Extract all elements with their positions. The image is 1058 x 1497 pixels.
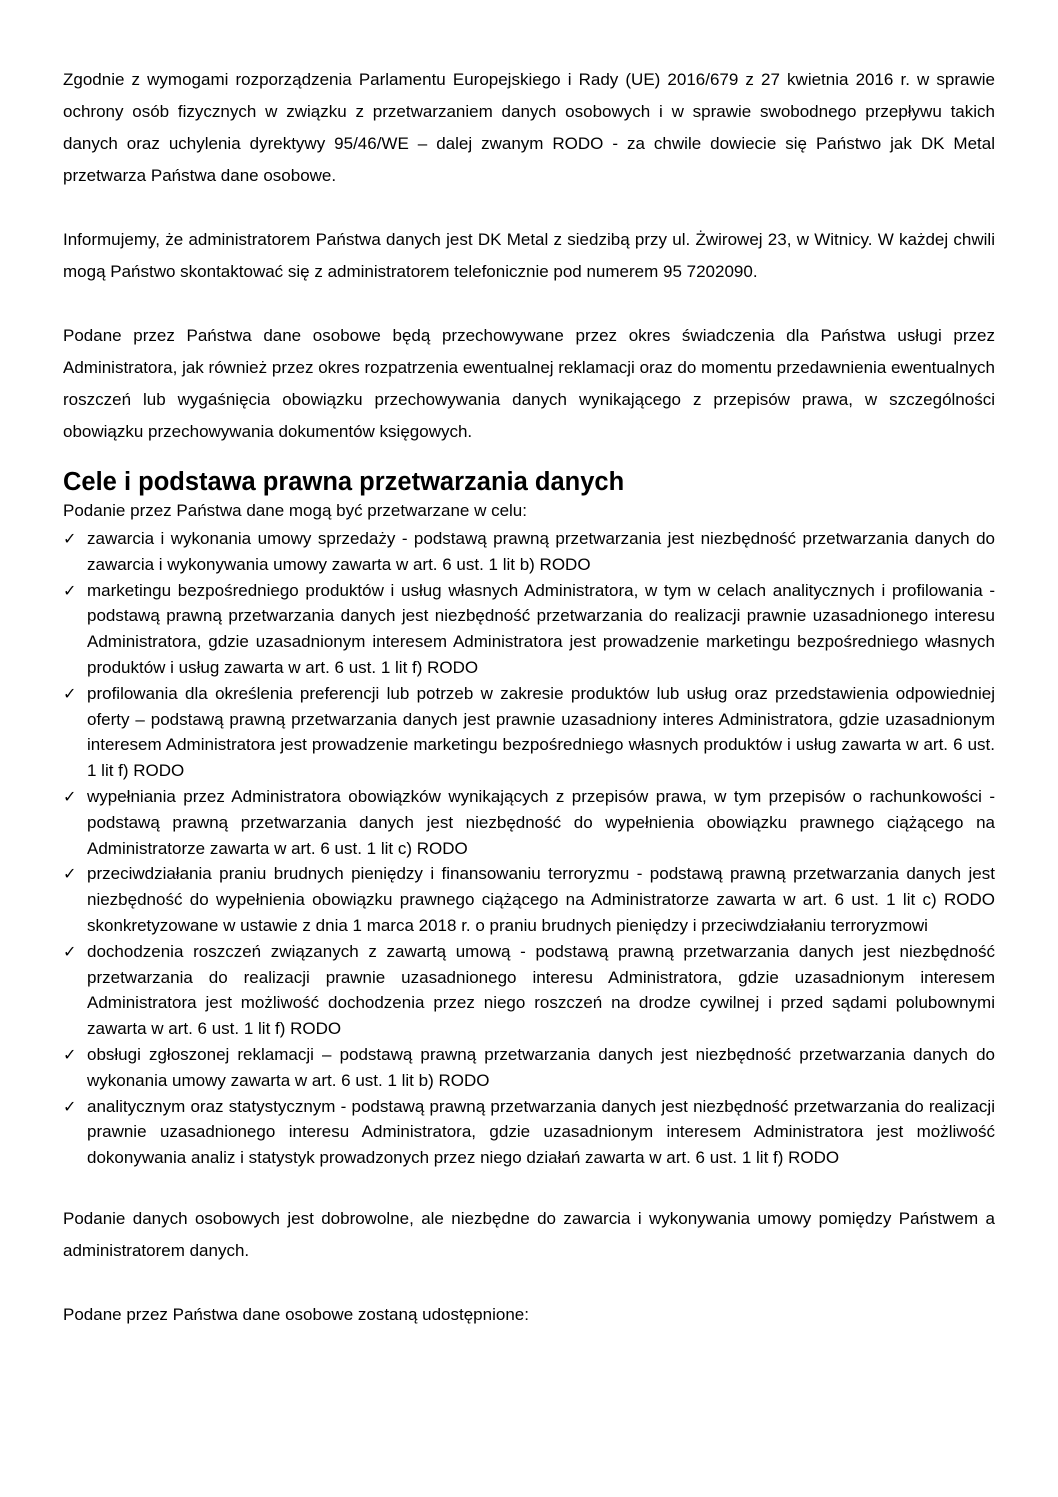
spacer — [63, 1171, 995, 1203]
check-icon: ✓ — [63, 1044, 77, 1064]
section-intro: Podanie przez Państwa dane mogą być przetwarzane w celu: — [63, 501, 527, 520]
spacer — [63, 1267, 995, 1299]
list-item-text: profilowania dla określenia preferencji lub potrzeb w zakresie produktów lub usług oraz przedstawienia odpowiedniej oferty – podstawą prawną przetwarzania danych jest prawnie uzasadniony interes Administratora, gdzie uzasadnionym interesem Administratora jest prowadzenie marketingu bezpośredniego własnych produktów i usług zawarta w art. 6 ust. 1 lit f) RODO — [87, 683, 995, 781]
document-page — [63, 64, 995, 1331]
paragraph-recipients: Podane przez Państwa dane osobowe zostaną udostępnione: — [63, 1304, 529, 1324]
list-item — [63, 861, 995, 938]
list-item — [63, 1042, 995, 1094]
check-icon: ✓ — [63, 864, 77, 884]
section-heading: Cele i podstawa prawna przetwarzania danych — [63, 468, 625, 496]
check-icon: ✓ — [63, 580, 77, 600]
list-item-text: marketingu bezpośredniego produktów i usług własnych Administratora, w tym w celach analitycznych i profilowania - podstawą prawną przetwarzania danych jest niezbędność przetwarzania do realizacji prawnie uzasadnionego interesu Administratora, gdzie uzasadnionym interesem Administratora jest prowadzenie marketingu bezpośredniego własnych produktów i usług zawarta w art. 6 ust. 1 lit f) RODO — [87, 580, 995, 677]
paragraph-administrator: Informujemy, że administratorem Państwa danych jest DK Metal z siedzibą przy ul. Żwirowej 23, w Witnicy. W każdej chwili mogą Państwo skontaktować się z administratorem telefonicznie pod numerem 95 7202090. — [63, 230, 995, 281]
list-item-text: dochodzenia roszczeń związanych z zawartą umową - podstawą prawną przetwarzania danych jest niezbędność przetwarzania do realizacji prawnie uzasadnionego interesu Administratora, gdzie uzasadnionym interesem Administratora jest możliwość dochodzenia przez niego roszczeń na drodze cywilnej i przed sądami polubownymi zawarta w art. 6 ust. 1 lit f) RODO — [87, 941, 995, 1039]
check-icon: ✓ — [63, 941, 77, 961]
list-item — [63, 578, 995, 681]
list-item-text: obsługi zgłoszonej reklamacji – podstawą prawną przetwarzania danych jest niezbędność przetwarzania danych do wykonania umowy zawarta w art. 6 ust. 1 lit b) RODO — [87, 1044, 995, 1090]
list-item-text: analitycznym oraz statystycznym - podstawą prawną przetwarzania danych jest niezbędność przetwarzania do realizacji prawnie uzasadnionego interesu Administratora, gdzie uzasadnionym interesem Administratora jest możliwość dokonywania analiz i statystyk prowadzonych przez niego działań zawarta w art. 6 ust. 1 lit f) RODO — [87, 1096, 995, 1168]
purposes-list — [63, 526, 995, 1171]
list-item-text: zawarcia i wykonania umowy sprzedaży - podstawą prawną przetwarzania jest niezbędność przetwarzania danych do zawarcia i wykonywania umowy zawarta w art. 6 ust. 1 lit b) RODO — [87, 529, 995, 574]
spacer — [63, 192, 995, 224]
check-icon: ✓ — [63, 529, 77, 548]
list-item — [63, 1094, 995, 1171]
list-item-text: przeciwdziałania praniu brudnych pieniędzy i finansowaniu terroryzmu - podstawą prawną przetwarzania danych jest niezbędność do wypełnienia obowiązku prawnego ciążącego na Administratorze zawarta w art. 6 ust. 1 lit c) RODO skonkretyzowane w ustawie z dnia 1 marca 2018 r. o praniu brudnych pieniędzy i przeciwdziałaniu terroryzmowi — [87, 864, 995, 935]
list-item — [63, 784, 995, 861]
list-item-text: wypełniania przez Administratora obowiązków wynikających z przepisów prawa, w tym przepisów o rachunkowości - podstawą prawną przetwarzania danych jest niezbędność do wypełnienia obowiązku prawnego ciążącego na Administratorze zawarta w art. 6 ust. 1 lit c) RODO — [87, 786, 995, 858]
paragraph-storage-period: Podane przez Państwa dane osobowe będą przechowywane przez okres świadczenia dla Państwa usługi przez Administratora, jak również przez okres rozpatrzenia ewentualnej reklamacji oraz do momentu przedawnienia ewentualnych roszczeń lub wygaśnięcia obowiązku przechowywania danych wynikającego z przepisów prawa, w szczególności obowiązku przechowywania dokumentów księgowych. — [63, 326, 995, 441]
list-item — [63, 939, 995, 1042]
check-icon: ✓ — [63, 683, 77, 703]
check-icon: ✓ — [63, 786, 77, 806]
list-item — [63, 681, 995, 784]
list-item — [63, 526, 995, 578]
paragraph-rodo-intro: Zgodnie z wymogami rozporządzenia Parlamentu Europejskiego i Rady (UE) 2016/679 z 27 kwietnia 2016 r. w sprawie ochrony osób fizycznych w związku z przetwarzaniem danych osobowych i w sprawie swobodnego przepływu takich danych oraz uchylenia dyrektywy 95/46/WE – dalej zwanym RODO - za chwile dowiecie się Państwo jak DK Metal przetwarza Państwa dane osobowe. — [63, 70, 995, 185]
check-icon: ✓ — [63, 1096, 77, 1116]
paragraph-voluntary: Podanie danych osobowych jest dobrowolne, ale niezbędne do zawarcia i wykonywania umowy pomiędzy Państwem a administratorem danych. — [63, 1208, 995, 1260]
spacer — [63, 288, 995, 320]
spacer — [63, 448, 995, 468]
